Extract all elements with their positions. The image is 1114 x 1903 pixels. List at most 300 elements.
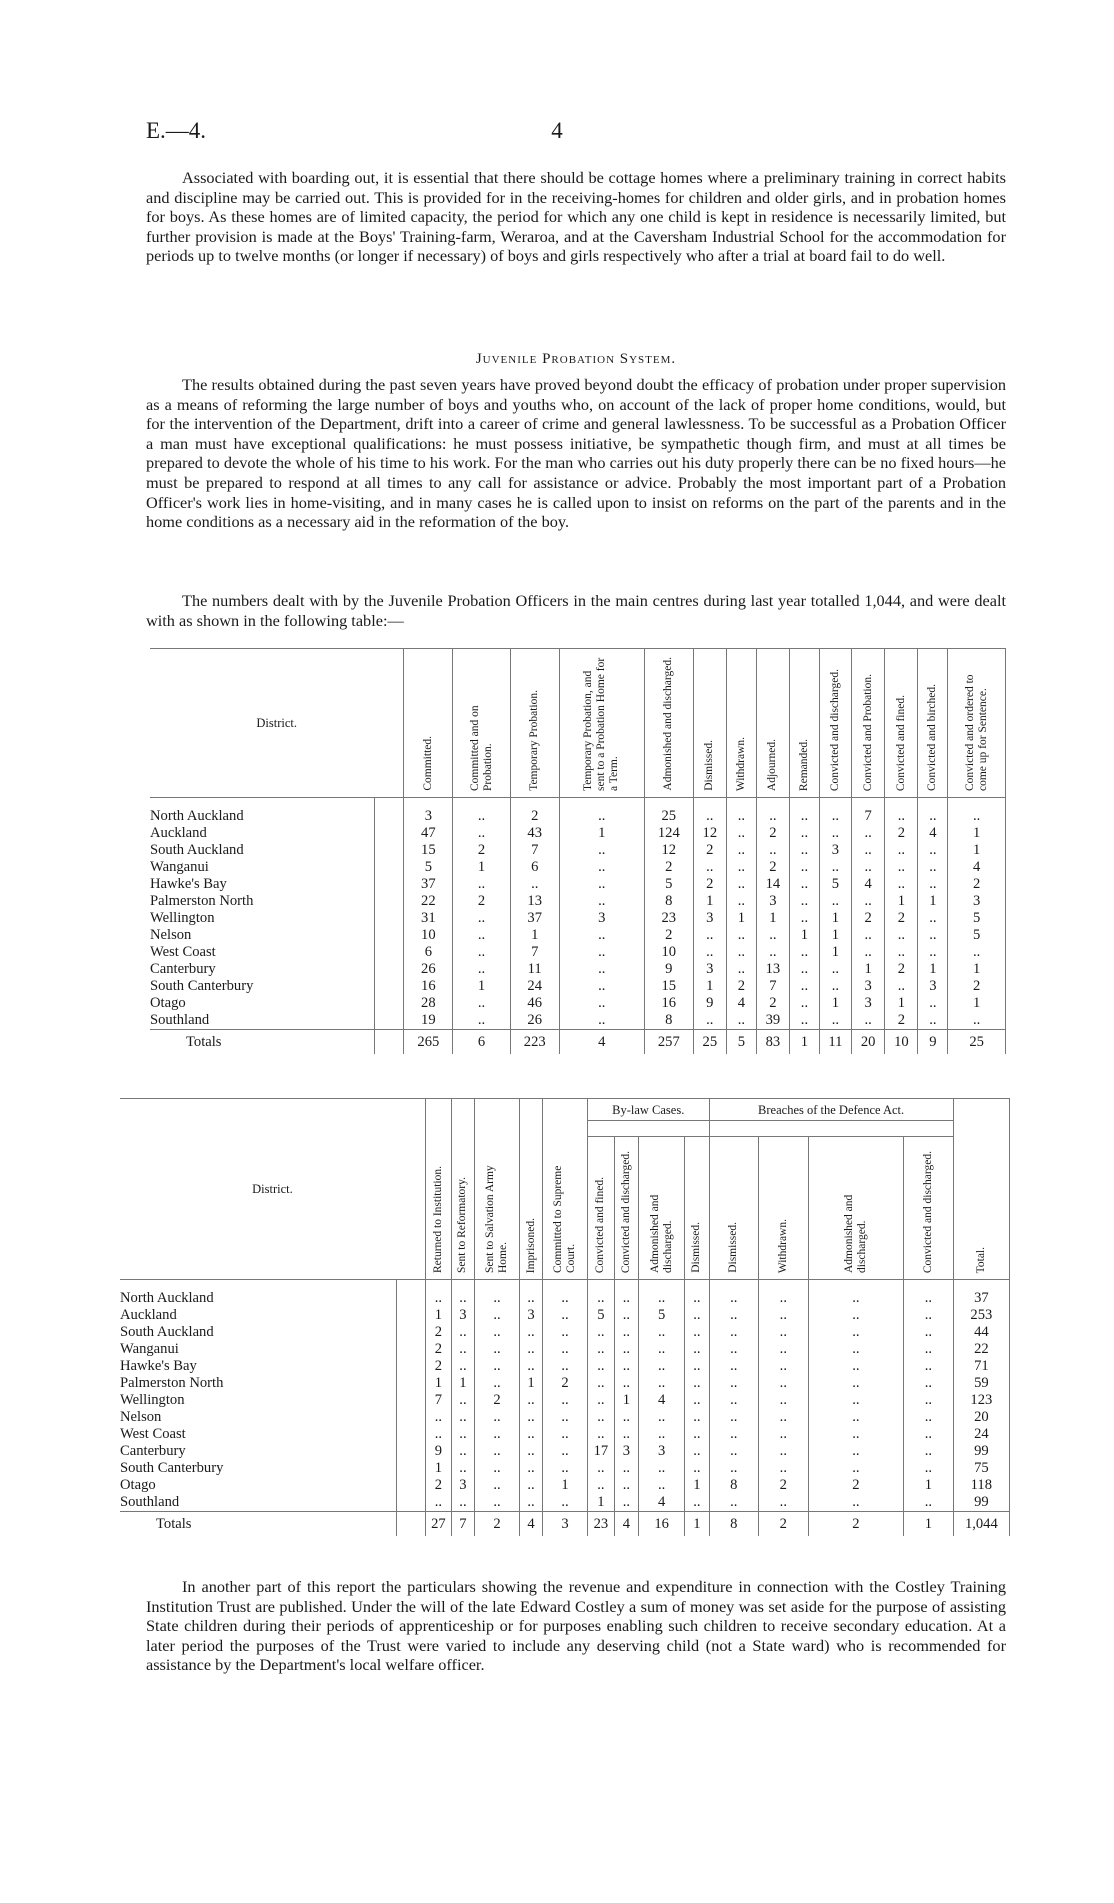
totals-label: Totals bbox=[150, 1030, 375, 1055]
table-cell: .. bbox=[475, 1460, 520, 1477]
leader-dots bbox=[396, 1443, 425, 1460]
table-cell: .. bbox=[475, 1409, 520, 1426]
table-cell: .. bbox=[587, 1392, 614, 1409]
table-cell: .. bbox=[453, 1012, 511, 1030]
table-cell: .. bbox=[587, 1375, 614, 1392]
spacer-row bbox=[150, 798, 1006, 809]
table-cell: 37 bbox=[510, 910, 559, 927]
table-cell: .. bbox=[819, 808, 851, 825]
table-cell: .. bbox=[543, 1409, 588, 1426]
column-header bbox=[709, 1137, 759, 1280]
table-cell: .. bbox=[614, 1290, 638, 1307]
district-header: District. bbox=[120, 1099, 425, 1280]
table-cell: .. bbox=[756, 944, 789, 961]
leader-dots bbox=[396, 1290, 425, 1307]
table-cell: .. bbox=[685, 1358, 709, 1375]
column-header-text: Dismissed. bbox=[727, 1222, 740, 1273]
total-cell: 16 bbox=[638, 1512, 684, 1537]
table-cell: 2 bbox=[808, 1477, 904, 1494]
table-cell: .. bbox=[726, 876, 756, 893]
table-cell: 3 bbox=[948, 893, 1006, 910]
table-cell: .. bbox=[685, 1290, 709, 1307]
probation-table-1 bbox=[150, 648, 1006, 1054]
table-cell: 75 bbox=[953, 1460, 1009, 1477]
table-cell: 2 bbox=[759, 1477, 809, 1494]
table-cell: .. bbox=[614, 1307, 638, 1324]
table-cell: 1 bbox=[904, 1477, 954, 1494]
table-cell: .. bbox=[614, 1358, 638, 1375]
total-cell: 25 bbox=[693, 1030, 726, 1055]
spacer-cell bbox=[918, 798, 948, 809]
table-cell: 16 bbox=[644, 995, 693, 1012]
total-cell: 223 bbox=[510, 1030, 559, 1055]
table-cell: .. bbox=[519, 1290, 542, 1307]
column-header bbox=[425, 1099, 451, 1280]
table-cell: .. bbox=[819, 1012, 851, 1030]
table-cell: .. bbox=[790, 876, 820, 893]
district-name-hawke-s-bay: Hawke's Bay bbox=[150, 876, 375, 893]
table-cell: .. bbox=[587, 1358, 614, 1375]
table-cell: 2 bbox=[948, 876, 1006, 893]
column-header-text: Imprisoned. bbox=[524, 1217, 537, 1273]
total-cell: 6 bbox=[453, 1030, 511, 1055]
table-cell: .. bbox=[904, 1290, 954, 1307]
table-cell: 5 bbox=[644, 876, 693, 893]
table-cell: 5 bbox=[638, 1307, 684, 1324]
table-cell: .. bbox=[543, 1392, 588, 1409]
table-cell: 3 bbox=[693, 961, 726, 978]
district-name-wanganui: Wanganui bbox=[150, 859, 375, 876]
column-header-text: Sent to Reformatory. bbox=[456, 1176, 469, 1273]
table-cell: .. bbox=[685, 1392, 709, 1409]
table-row bbox=[120, 1358, 1010, 1375]
table-cell: .. bbox=[638, 1358, 684, 1375]
table-cell: .. bbox=[904, 1375, 954, 1392]
table-cell: .. bbox=[709, 1392, 759, 1409]
table-cell: 13 bbox=[756, 961, 789, 978]
table-cell: .. bbox=[808, 1290, 904, 1307]
table-cell: .. bbox=[918, 927, 948, 944]
table-cell: .. bbox=[519, 1409, 542, 1426]
table-cell: 39 bbox=[756, 1012, 789, 1030]
table-cell: .. bbox=[904, 1307, 954, 1324]
table-cell: 2 bbox=[885, 825, 918, 842]
table-cell: 1 bbox=[819, 927, 851, 944]
total-cell: 83 bbox=[756, 1030, 789, 1055]
table-cell: 6 bbox=[510, 859, 559, 876]
leader-dots bbox=[396, 1392, 425, 1409]
table-cell: .. bbox=[451, 1341, 474, 1358]
district-name-west-coast: West Coast bbox=[150, 944, 375, 961]
table-cell: 123 bbox=[953, 1392, 1009, 1409]
table-cell: .. bbox=[453, 961, 511, 978]
table-cell: .. bbox=[638, 1341, 684, 1358]
table-cell: .. bbox=[948, 1012, 1006, 1030]
table-cell: 1 bbox=[451, 1375, 474, 1392]
table-cell: .. bbox=[885, 927, 918, 944]
table-cell: .. bbox=[759, 1426, 809, 1443]
table-cell: 2 bbox=[726, 978, 756, 995]
table-cell: 37 bbox=[404, 876, 453, 893]
table-cell: 5 bbox=[404, 859, 453, 876]
table-cell: .. bbox=[475, 1494, 520, 1512]
table-cell: 1 bbox=[756, 910, 789, 927]
table-cell: 1 bbox=[948, 961, 1006, 978]
spacer-cell bbox=[885, 798, 918, 809]
table-cell: 5 bbox=[587, 1307, 614, 1324]
table-cell: .. bbox=[453, 910, 511, 927]
table-cell: .. bbox=[475, 1426, 520, 1443]
total-cell: 2 bbox=[475, 1512, 520, 1537]
spacer-cell bbox=[638, 1280, 684, 1291]
table-cell: .. bbox=[709, 1409, 759, 1426]
total-cell: 1,044 bbox=[953, 1512, 1009, 1537]
table-cell: 25 bbox=[644, 808, 693, 825]
district-name-north-auckland: North Auckland bbox=[150, 808, 375, 825]
leader-dots bbox=[375, 825, 404, 842]
leader-dots bbox=[396, 1375, 425, 1392]
column-header-text: Admonished and discharged. bbox=[662, 657, 675, 791]
report-reference: E.—4. bbox=[146, 118, 207, 143]
table-cell: 253 bbox=[953, 1307, 1009, 1324]
table-cell: .. bbox=[709, 1375, 759, 1392]
total-cell: 8 bbox=[709, 1512, 759, 1537]
table-cell: .. bbox=[918, 859, 948, 876]
column-header-text: Admonished and discharged. bbox=[842, 1194, 868, 1273]
table-cell: .. bbox=[559, 859, 644, 876]
table-cell: .. bbox=[759, 1324, 809, 1341]
table-cell: .. bbox=[451, 1494, 474, 1512]
column-header bbox=[510, 649, 559, 798]
table-cell: 2 bbox=[453, 893, 511, 910]
table-cell: .. bbox=[726, 961, 756, 978]
totals-label: Totals bbox=[120, 1512, 396, 1537]
table-cell: 2 bbox=[756, 859, 789, 876]
spacer-cell bbox=[150, 798, 375, 809]
table-cell: .. bbox=[614, 1494, 638, 1512]
paragraph-probation-results: The results obtained during the past seven years have proved beyond doubt the efficacy of probation under proper supervision as a means of reforming the large number of boys and youths who, on account of the lack of proper home conditions, would, but for the intervention of the Department, drift into a career of crime and general lawlessness. To be successful as a Probation Officer a man must have exceptional qualifications: he must possess initiative, be sympathetic though firm, and must at all times be prepared to devote the whole of his time to his work. For the man who carries out his duty properly there can be no fixed hours—he must be prepared to respond at all times to any call for assistance or advice. Probably the most important part of a Probation Officer's work lies in home-visiting, and in many cases he is called upon to insist on reforms on the part of the parents and in the home conditions as a necessary aid in the reformation of the boy. bbox=[146, 375, 1006, 532]
table-cell: .. bbox=[808, 1426, 904, 1443]
table-cell: .. bbox=[519, 1477, 542, 1494]
table-row bbox=[150, 910, 1006, 927]
district-name-palmerston-north: Palmerston North bbox=[150, 893, 375, 910]
table-cell: 3 bbox=[404, 808, 453, 825]
table-cell: .. bbox=[559, 927, 644, 944]
table-cell: .. bbox=[475, 1307, 520, 1324]
spacer-cell bbox=[756, 798, 789, 809]
table-cell: .. bbox=[519, 1460, 542, 1477]
table-cell: 2 bbox=[885, 910, 918, 927]
table-cell: .. bbox=[790, 893, 820, 910]
table-cell: 19 bbox=[404, 1012, 453, 1030]
table-cell: .. bbox=[851, 859, 884, 876]
total-cell: 1 bbox=[904, 1512, 954, 1537]
table-row bbox=[120, 1392, 1010, 1409]
table-cell: .. bbox=[709, 1358, 759, 1375]
district-name-canterbury: Canterbury bbox=[120, 1443, 396, 1460]
table-cell: .. bbox=[685, 1426, 709, 1443]
table-cell: .. bbox=[475, 1358, 520, 1375]
spacer-cell bbox=[614, 1280, 638, 1291]
spacer-cell bbox=[404, 798, 453, 809]
column-header bbox=[475, 1099, 520, 1280]
column-header bbox=[685, 1137, 709, 1280]
table-cell: .. bbox=[453, 825, 511, 842]
table-cell: .. bbox=[519, 1324, 542, 1341]
table-cell: 6 bbox=[404, 944, 453, 961]
table-cell: 1 bbox=[948, 842, 1006, 859]
table-row bbox=[120, 1290, 1010, 1307]
table-cell: 3 bbox=[851, 978, 884, 995]
column-header bbox=[559, 649, 644, 798]
table-cell: .. bbox=[693, 859, 726, 876]
table-cell: 3 bbox=[559, 910, 644, 927]
spacer-cell bbox=[453, 798, 511, 809]
table-cell: .. bbox=[756, 808, 789, 825]
table-cell: .. bbox=[453, 995, 511, 1012]
table-cell: 10 bbox=[404, 927, 453, 944]
district-name-wellington: Wellington bbox=[150, 910, 375, 927]
table-cell: .. bbox=[790, 859, 820, 876]
table-cell: .. bbox=[885, 876, 918, 893]
table-cell: 8 bbox=[644, 893, 693, 910]
column-header-text: Dismissed. bbox=[703, 740, 716, 791]
total-cell: 2 bbox=[759, 1512, 809, 1537]
leader-dots bbox=[375, 944, 404, 961]
table-cell: .. bbox=[638, 1460, 684, 1477]
table-cell: 2 bbox=[425, 1324, 451, 1341]
table-cell: .. bbox=[790, 1012, 820, 1030]
table-cell: 1 bbox=[519, 1375, 542, 1392]
table-cell: 28 bbox=[404, 995, 453, 1012]
table-cell: .. bbox=[808, 1375, 904, 1392]
district-name-otago: Otago bbox=[150, 995, 375, 1012]
table-row bbox=[150, 961, 1006, 978]
paragraph-boarding-out: Associated with boarding out, it is essential that there should be cottage homes where a preliminary training in correct habits and discipline may be carried out. This is provided for in the receiving-homes for children and older girls, and in probation homes for boys. As these homes are of limited capacity, the period for which any one child is kept in residence is necessarily limited, but further provision is made at the Boys' Training-farm, Weraroa, and at the Caversham Industrial School for the accommodation for periods up to twelve months (or longer if necessary) of boys and girls respectively who after a trial at board fail to do well. bbox=[146, 168, 1006, 266]
table-cell: 99 bbox=[953, 1494, 1009, 1512]
table-row bbox=[120, 1307, 1010, 1324]
table-cell: .. bbox=[587, 1426, 614, 1443]
table-cell: 4 bbox=[918, 825, 948, 842]
total-cell: 265 bbox=[404, 1030, 453, 1055]
column-header bbox=[819, 649, 851, 798]
table-cell: .. bbox=[808, 1392, 904, 1409]
table-cell: .. bbox=[808, 1324, 904, 1341]
table-cell: 8 bbox=[644, 1012, 693, 1030]
district-name-south-canterbury: South Canterbury bbox=[120, 1460, 396, 1477]
table-row bbox=[120, 1375, 1010, 1392]
table-cell: .. bbox=[759, 1460, 809, 1477]
table-cell: .. bbox=[790, 825, 820, 842]
table-cell: 124 bbox=[644, 825, 693, 842]
table-cell: .. bbox=[587, 1409, 614, 1426]
table-cell: .. bbox=[685, 1460, 709, 1477]
table-cell: .. bbox=[759, 1341, 809, 1358]
column-header bbox=[519, 1099, 542, 1280]
table-cell: 2 bbox=[425, 1358, 451, 1375]
table-cell: .. bbox=[790, 944, 820, 961]
table-cell: .. bbox=[759, 1392, 809, 1409]
table-cell: .. bbox=[475, 1375, 520, 1392]
table-cell: 3 bbox=[918, 978, 948, 995]
table-row bbox=[150, 859, 1006, 876]
table-cell: .. bbox=[918, 808, 948, 825]
table-cell: .. bbox=[693, 944, 726, 961]
total-cell: 20 bbox=[851, 1030, 884, 1055]
total-cell: 3 bbox=[543, 1512, 588, 1537]
column-header bbox=[790, 649, 820, 798]
column-header-text: Temporary Probation. bbox=[528, 690, 541, 791]
leader-dots bbox=[375, 927, 404, 944]
table-cell: 26 bbox=[510, 1012, 559, 1030]
table-cell: .. bbox=[451, 1443, 474, 1460]
group-header-text: By-law Cases. bbox=[588, 1099, 709, 1121]
table-cell: 12 bbox=[693, 825, 726, 842]
table-cell: 2 bbox=[885, 961, 918, 978]
table-cell: .. bbox=[453, 944, 511, 961]
column-header bbox=[948, 649, 1006, 798]
table-cell: 4 bbox=[638, 1494, 684, 1512]
table-cell: 2 bbox=[475, 1392, 520, 1409]
column-header bbox=[904, 1137, 954, 1280]
table-cell: 5 bbox=[948, 927, 1006, 944]
table-row bbox=[150, 1012, 1006, 1030]
table-cell: 99 bbox=[953, 1443, 1009, 1460]
table-cell: 4 bbox=[948, 859, 1006, 876]
column-header-text: Withdrawn. bbox=[734, 736, 747, 791]
table-row bbox=[120, 1494, 1010, 1512]
table-cell: .. bbox=[475, 1290, 520, 1307]
table-cell: .. bbox=[904, 1443, 954, 1460]
leader-dots bbox=[396, 1409, 425, 1426]
column-header bbox=[885, 649, 918, 798]
spacer-cell bbox=[396, 1280, 425, 1291]
table-cell: 7 bbox=[756, 978, 789, 995]
column-header bbox=[953, 1099, 1009, 1280]
table-row bbox=[120, 1443, 1010, 1460]
column-header-text: Convicted and Probation. bbox=[861, 673, 874, 791]
district-header: District. bbox=[150, 649, 404, 798]
table-cell: .. bbox=[543, 1290, 588, 1307]
table-cell: 2 bbox=[756, 995, 789, 1012]
table-cell: .. bbox=[819, 859, 851, 876]
table-cell: .. bbox=[851, 1012, 884, 1030]
table-cell: .. bbox=[808, 1443, 904, 1460]
table-cell: 46 bbox=[510, 995, 559, 1012]
table-cell: .. bbox=[519, 1358, 542, 1375]
table-cell: .. bbox=[614, 1426, 638, 1443]
table-cell: .. bbox=[819, 978, 851, 995]
table-cell: 20 bbox=[953, 1409, 1009, 1426]
table-cell: 10 bbox=[644, 944, 693, 961]
table-cell: .. bbox=[614, 1324, 638, 1341]
table-cell: .. bbox=[819, 893, 851, 910]
column-header-text: Adjourned. bbox=[766, 738, 779, 791]
totals-row bbox=[120, 1512, 1010, 1537]
table-cell: .. bbox=[614, 1477, 638, 1494]
table-cell: 7 bbox=[425, 1392, 451, 1409]
table-cell: 7 bbox=[851, 808, 884, 825]
table-cell: .. bbox=[614, 1409, 638, 1426]
spacer-cell bbox=[953, 1280, 1009, 1291]
column-header-text: Convicted and discharged. bbox=[828, 668, 841, 791]
paragraph-costley-trust: In another part of this report the particulars showing the revenue and expenditure in connection with the Costley Training Institution Trust are published. Under the will of the late Edward Costley a sum of money was set aside for the purpose of assisting State children during their periods of apprenticeship or for purposes enabling such children to receive secondary education. At a later period the purposes of the Trust were varied to include any deserving child (not a State ward) who is recommended for assistance by the Department's local welfare officer. bbox=[146, 1577, 1006, 1675]
spacer-cell bbox=[587, 1280, 614, 1291]
table-cell: .. bbox=[519, 1341, 542, 1358]
table-cell: 22 bbox=[953, 1341, 1009, 1358]
leader-dots bbox=[375, 808, 404, 825]
table-cell: 8 bbox=[709, 1477, 759, 1494]
column-header-text: Total. bbox=[974, 1246, 987, 1273]
table-cell: .. bbox=[726, 1012, 756, 1030]
table-cell: .. bbox=[851, 893, 884, 910]
district-name-otago: Otago bbox=[120, 1477, 396, 1494]
table-cell: .. bbox=[425, 1290, 451, 1307]
section-title: Juvenile Probation System. bbox=[475, 351, 677, 367]
district-name-wanganui: Wanganui bbox=[120, 1341, 396, 1358]
district-name-south-canterbury: South Canterbury bbox=[150, 978, 375, 995]
table-cell: .. bbox=[638, 1290, 684, 1307]
district-name-south-auckland: South Auckland bbox=[120, 1324, 396, 1341]
column-header-text: Convicted and fined. bbox=[594, 1176, 607, 1273]
table-cell: 71 bbox=[953, 1358, 1009, 1375]
table-cell: .. bbox=[638, 1477, 684, 1494]
table-cell: .. bbox=[808, 1358, 904, 1375]
table-row bbox=[150, 825, 1006, 842]
table-cell: .. bbox=[519, 1443, 542, 1460]
district-name-north-auckland: North Auckland bbox=[120, 1290, 396, 1307]
leader-dots bbox=[396, 1512, 425, 1537]
table-cell: 1 bbox=[425, 1375, 451, 1392]
table-cell: 24 bbox=[953, 1426, 1009, 1443]
table-cell: .. bbox=[587, 1324, 614, 1341]
table-cell: .. bbox=[451, 1324, 474, 1341]
column-header-text: Convicted and ordered to come up for Sentence. bbox=[963, 674, 989, 791]
table-row bbox=[120, 1409, 1010, 1426]
district-name-auckland: Auckland bbox=[150, 825, 375, 842]
total-cell: 11 bbox=[819, 1030, 851, 1055]
spacer-cell bbox=[510, 798, 559, 809]
table-cell: 1 bbox=[510, 927, 559, 944]
table-cell: .. bbox=[425, 1494, 451, 1512]
leader-dots bbox=[375, 842, 404, 859]
table-cell: .. bbox=[475, 1477, 520, 1494]
table-cell: 22 bbox=[404, 893, 453, 910]
table-cell: 1 bbox=[819, 944, 851, 961]
table-cell: 23 bbox=[644, 910, 693, 927]
table-cell: .. bbox=[587, 1460, 614, 1477]
table-cell: 1 bbox=[790, 927, 820, 944]
spacer-cell bbox=[709, 1280, 759, 1291]
table-cell: .. bbox=[918, 842, 948, 859]
district-name-hawke-s-bay: Hawke's Bay bbox=[120, 1358, 396, 1375]
table-cell: .. bbox=[451, 1290, 474, 1307]
district-name-palmerston-north: Palmerston North bbox=[120, 1375, 396, 1392]
table-cell: 2 bbox=[693, 842, 726, 859]
table-cell: .. bbox=[918, 910, 948, 927]
table-row bbox=[120, 1341, 1010, 1358]
column-header-text: Convicted and discharged. bbox=[619, 1150, 632, 1273]
table-cell: 3 bbox=[638, 1443, 684, 1460]
spacer-cell bbox=[693, 798, 726, 809]
group-header-text: Breaches of the Defence Act. bbox=[710, 1099, 953, 1121]
paragraph-numbers-intro: The numbers dealt with by the Juvenile Probation Officers in the main centres during last year totalled 1,044, and were dealt with as shown in the following table:— bbox=[146, 591, 1006, 630]
table-cell: .. bbox=[904, 1460, 954, 1477]
table-cell: .. bbox=[475, 1443, 520, 1460]
page-number: 4 bbox=[551, 118, 563, 143]
column-header bbox=[918, 649, 948, 798]
table-cell: .. bbox=[685, 1409, 709, 1426]
